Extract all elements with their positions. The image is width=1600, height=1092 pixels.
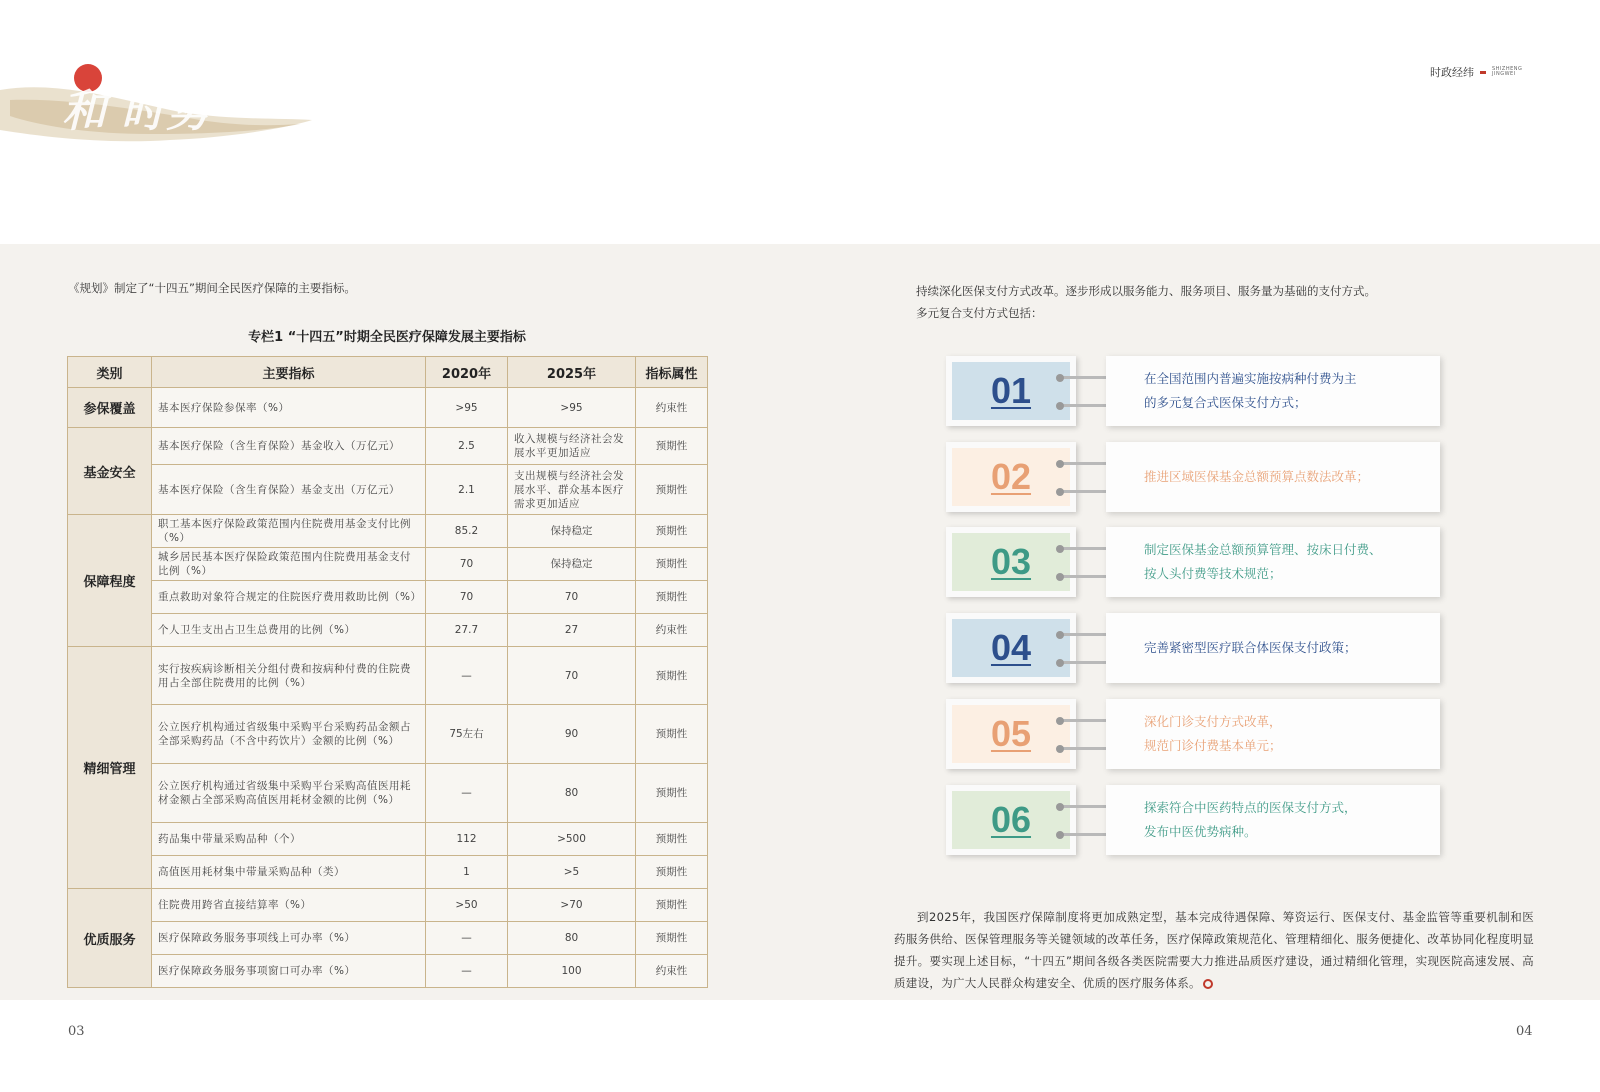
category-cell: 保障程度 xyxy=(68,515,152,647)
value-2020-cell: 70 xyxy=(426,581,508,614)
table-row xyxy=(68,614,708,647)
step-number-card xyxy=(946,527,1076,597)
right-intro-line1: 持续深化医保支付方式改革。逐步形成以服务能力、服务项目、服务量为基础的支付方式。 xyxy=(916,284,1376,298)
value-2025-cell: 90 xyxy=(508,705,636,764)
attribute-cell: 预期性 xyxy=(636,922,708,955)
step-number: 04 xyxy=(990,627,1032,668)
indicator-cell: 基本医疗保险（含生育保险）基金收入（万亿元） xyxy=(152,428,426,465)
indicator-cell: 基本医疗保险（含生育保险）基金支出（万亿元） xyxy=(152,465,426,515)
value-2025-cell: 保持稳定 xyxy=(508,515,636,548)
value-2020-cell: >50 xyxy=(426,889,508,922)
value-2020-cell: — xyxy=(426,647,508,705)
indicator-cell: 职工基本医疗保险政策范围内住院费用基金支付比例（%） xyxy=(152,515,426,548)
table-row xyxy=(68,647,708,705)
step-text-card xyxy=(1106,699,1440,769)
value-2025-cell: 70 xyxy=(508,647,636,705)
value-2020-cell: 2.5 xyxy=(426,428,508,465)
section-label xyxy=(1430,64,1524,80)
right-intro xyxy=(916,280,1376,324)
attribute-cell: 预期性 xyxy=(636,856,708,889)
payment-method-item xyxy=(946,699,1440,771)
value-2025-cell: 27 xyxy=(508,614,636,647)
value-2025-cell: >5 xyxy=(508,856,636,889)
step-number-card xyxy=(946,613,1076,683)
category-cell: 参保覆盖 xyxy=(68,388,152,428)
attribute-cell: 预期性 xyxy=(636,764,708,823)
step-number: 01 xyxy=(990,370,1032,411)
section-label-text: 时政经纬 xyxy=(1430,66,1474,79)
section-label-dot xyxy=(1480,71,1486,74)
table-row xyxy=(68,581,708,614)
attribute-cell: 预期性 xyxy=(636,428,708,465)
value-2020-cell: 1 xyxy=(426,856,508,889)
table-row xyxy=(68,705,708,764)
step-number-panel xyxy=(952,619,1070,677)
table-row xyxy=(68,764,708,823)
value-2020-cell: — xyxy=(426,955,508,988)
attribute-cell: 预期性 xyxy=(636,647,708,705)
step-number-panel xyxy=(952,705,1070,763)
attribute-cell: 约束性 xyxy=(636,614,708,647)
attribute-cell: 预期性 xyxy=(636,515,708,548)
header-2020: 2020年 xyxy=(426,357,508,388)
step-number: 02 xyxy=(990,456,1032,497)
category-cell: 精细管理 xyxy=(68,647,152,889)
step-text: 深化门诊支付方式改革， 规范门诊付费基本单元； xyxy=(1144,714,1282,753)
value-2020-cell: 70 xyxy=(426,548,508,581)
category-cell: 优质服务 xyxy=(68,889,152,988)
step-number: 03 xyxy=(990,541,1032,582)
attribute-cell: 预期性 xyxy=(636,705,708,764)
column-logo xyxy=(0,60,320,150)
step-text: 推进区域医保基金总额预算点数法改革； xyxy=(1144,469,1370,484)
step-text-card xyxy=(1106,785,1440,855)
step-number-card xyxy=(946,785,1076,855)
value-2025-cell: >95 xyxy=(508,388,636,428)
step-text: 在全国范围内普遍实施按病种付费为主 的多元复合式医保支付方式； xyxy=(1144,371,1357,410)
table-row xyxy=(68,889,708,922)
value-2020-cell: — xyxy=(426,922,508,955)
attribute-cell: 预期性 xyxy=(636,465,708,515)
value-2020-cell: — xyxy=(426,764,508,823)
page-number-left: 03 xyxy=(68,1024,85,1039)
value-2020-cell: >95 xyxy=(426,388,508,428)
value-2025-cell: 80 xyxy=(508,922,636,955)
table-row xyxy=(68,548,708,581)
logo-text: 和 时势 xyxy=(62,86,210,137)
indicator-cell: 住院费用跨省直接结算率（%） xyxy=(152,889,426,922)
conclusion-text: 到2025年，我国医疗保障制度将更加成熟定型，基本完成待遇保障、筹资运行、医保支付、基金监管等重要机制和医药服务供给、医保管理服务等关键领域的改革任务，医疗保障政策规范化、管理精细化、服务便捷化、改革协同化程度明显提升。要实现上述目标，“十四五”期间各级各类医院需要大力推进品质医疗建设，通过精细化管理，实现医院高速发展、高质建设，为广大人民群众构建安全、优质的医疗服务体系。 xyxy=(894,910,1534,990)
indicator-cell: 基本医疗保险参保率（%） xyxy=(152,388,426,428)
table-row xyxy=(68,922,708,955)
step-number-panel xyxy=(952,448,1070,506)
payment-method-item xyxy=(946,785,1440,857)
indicator-cell: 实行按疾病诊断相关分组付费和按病种付费的住院费用占全部住院费用的比例（%） xyxy=(152,647,426,705)
value-2025-cell: 保持稳定 xyxy=(508,548,636,581)
table-row xyxy=(68,428,708,465)
indicator-cell: 城乡居民基本医疗保险政策范围内住院费用基金支付比例（%） xyxy=(152,548,426,581)
category-cell: 基金安全 xyxy=(68,428,152,515)
value-2020-cell: 2.1 xyxy=(426,465,508,515)
value-2025-cell: 100 xyxy=(508,955,636,988)
value-2025-cell: 收入规模与经济社会发展水平更加适应 xyxy=(508,428,636,465)
value-2025-cell: 70 xyxy=(508,581,636,614)
step-text-card xyxy=(1106,442,1440,512)
indicator-cell: 公立医疗机构通过省级集中采购平台采购药品金额占全部采购药品（不含中药饮片）金额的比例（%） xyxy=(152,705,426,764)
table-row xyxy=(68,955,708,988)
step-number-panel xyxy=(952,362,1070,420)
value-2020-cell: 27.7 xyxy=(426,614,508,647)
indicator-cell: 公立医疗机构通过省级集中采购平台采购高值医用耗材金额占全部采购高值医用耗材金额的比例（%） xyxy=(152,764,426,823)
attribute-cell: 预期性 xyxy=(636,581,708,614)
step-number-card xyxy=(946,442,1076,512)
step-number-panel xyxy=(952,791,1070,849)
value-2025-cell: 支出规模与经济社会发展水平、群众基本医疗需求更加适应 xyxy=(508,465,636,515)
attribute-cell: 预期性 xyxy=(636,889,708,922)
attribute-cell: 约束性 xyxy=(636,388,708,428)
step-number-panel xyxy=(952,533,1070,591)
step-text: 完善紧密型医疗联合体医保支付政策； xyxy=(1144,640,1357,655)
header-indicator: 主要指标 xyxy=(152,357,426,388)
indicator-cell: 药品集中带量采购品种（个） xyxy=(152,823,426,856)
value-2025-cell: >70 xyxy=(508,889,636,922)
payment-method-item xyxy=(946,613,1440,685)
attribute-cell: 预期性 xyxy=(636,823,708,856)
value-2020-cell: 85.2 xyxy=(426,515,508,548)
attribute-cell: 预期性 xyxy=(636,548,708,581)
indicator-cell: 医疗保障政务服务事项窗口可办率（%） xyxy=(152,955,426,988)
indicator-cell: 重点救助对象符合规定的住院医疗费用救助比例（%） xyxy=(152,581,426,614)
header-attribute: 指标属性 xyxy=(636,357,708,388)
value-2025-cell: 80 xyxy=(508,764,636,823)
step-number: 06 xyxy=(990,799,1032,840)
step-number-card xyxy=(946,699,1076,769)
value-2020-cell: 112 xyxy=(426,823,508,856)
table-row xyxy=(68,515,708,548)
value-2020-cell: 75左右 xyxy=(426,705,508,764)
indicator-cell: 医疗保障政务服务事项线上可办率（%） xyxy=(152,922,426,955)
header-2025: 2025年 xyxy=(508,357,636,388)
value-2025-cell: >500 xyxy=(508,823,636,856)
step-text: 探索符合中医药特点的医保支付方式， 发布中医优势病种。 xyxy=(1144,800,1357,839)
indicator-cell: 个人卫生支出占卫生总费用的比例（%） xyxy=(152,614,426,647)
step-text-card xyxy=(1106,613,1440,683)
step-number-card xyxy=(946,356,1076,426)
page-number-right: 04 xyxy=(1516,1024,1533,1039)
table-header-row xyxy=(68,357,708,388)
payment-method-item xyxy=(946,527,1440,599)
left-intro: 《规划》制定了“十四五”期间全民医疗保障的主要指标。 xyxy=(68,281,356,295)
indicator-cell: 高值医用耗材集中带量采购品种（类） xyxy=(152,856,426,889)
payment-method-item xyxy=(946,356,1440,428)
conclusion-paragraph xyxy=(894,906,1534,994)
step-number: 05 xyxy=(990,713,1032,754)
section-label-en: SHIZHENG JINGWEI xyxy=(1492,66,1523,77)
attribute-cell: 约束性 xyxy=(636,955,708,988)
step-text-card xyxy=(1106,356,1440,426)
end-mark-icon xyxy=(1203,979,1213,989)
table-row xyxy=(68,856,708,889)
table-title: 专栏1 “十四五”时期全民医疗保障发展主要指标 xyxy=(248,330,526,345)
table-row xyxy=(68,823,708,856)
right-intro-line2: 多元复合支付方式包括： xyxy=(916,306,1043,320)
table-row xyxy=(68,465,708,515)
payment-method-item xyxy=(946,442,1440,514)
header-category: 类别 xyxy=(68,357,152,388)
indicator-table xyxy=(67,356,708,988)
step-text: 制定医保基金总额预算管理、按床日付费、 按人头付费等技术规范； xyxy=(1144,542,1382,581)
table-row xyxy=(68,388,708,428)
step-text-card xyxy=(1106,527,1440,597)
